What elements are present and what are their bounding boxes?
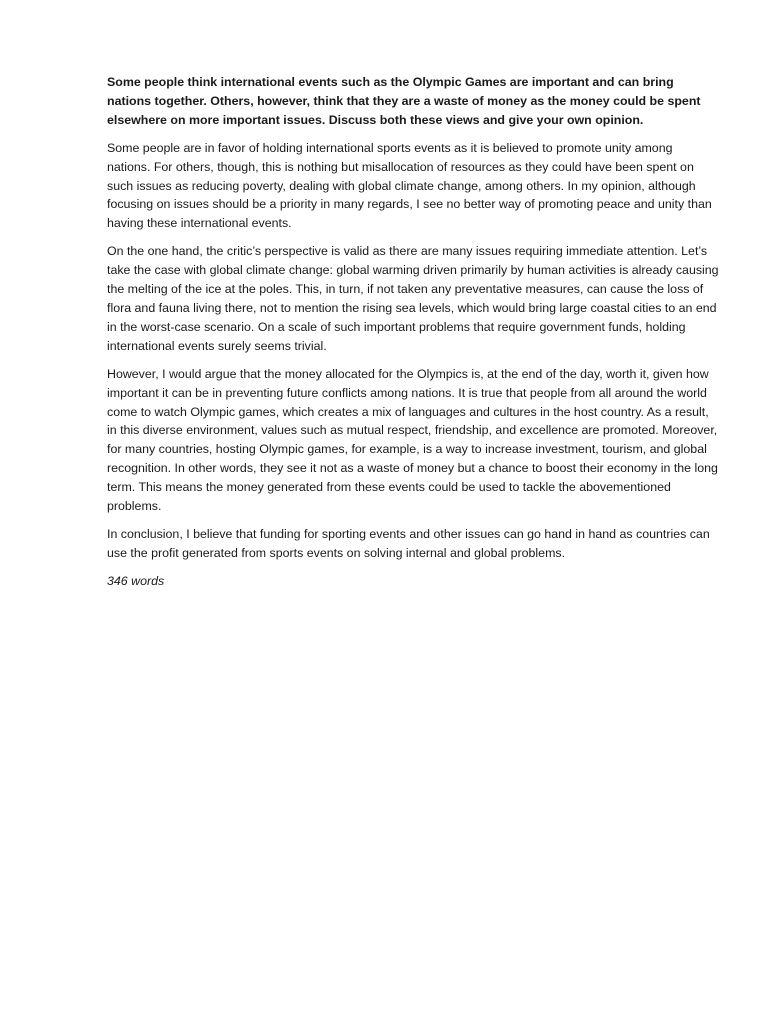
essay-paragraph-body-one: On the one hand, the critic’s perspective is valid as there are many issues requiring immediate attention. Let’s take the case with global climate change: global warming driven primarily by human activities is already causing the melting of the ice at the poles. This, in turn, if not taken any preventative measures, can cause the loss of flora and fauna living there, not to mention the rising sea levels, which would bring large coastal cities to an end in the worst-case scenario. On a scale of such important problems that require government funds, holding international events surely seems trivial.: [107, 244, 719, 353]
essay-prompt: Some people think international events such as the Olympic Games are important and can bring nations together. Others, however, think that they are a waste of money as the money could be spent elsewhere on more important issues. Discuss both these views and give your own opinion.: [107, 75, 701, 127]
essay-paragraph-body-two: However, I would argue that the money allocated for the Olympics is, at the end of the day, worth it, given how important it can be in preventing future conflicts among nations. It is true that people from all around the world come to watch Olympic games, which creates a mix of languages and cultures in the host country. As a result, in this diverse environment, values such as mutual respect, friendship, and excellence are promoted. Moreover, for many countries, hosting Olympic games, for example, is a way to increase investment, tourism, and global recognition. In other words, they see it not as a waste of money but a chance to boost their economy in the long term. This means the money generated from these events could be used to tackle the abovementioned problems.: [107, 366, 718, 514]
essay-paragraph-conclusion: In conclusion, I believe that funding for sporting events and other issues can go hand in hand as countries can use the profit generated from sports events on solving internal and global problems.: [107, 526, 710, 560]
essay-paragraph-introduction: Some people are in favor of holding international sports events as it is believed to promote unity among nations. For others, though, this is nothing but misallocation of resources as they could have been spent on such issues as reducing poverty, dealing with global climate change, among others. In my opinion, although focusing on issues should be a priority in many regards, I see no better way of promoting peace and unity than having these international events.: [107, 140, 712, 231]
essay-document: [107, 73, 719, 591]
word-count: 346 words: [107, 573, 165, 588]
